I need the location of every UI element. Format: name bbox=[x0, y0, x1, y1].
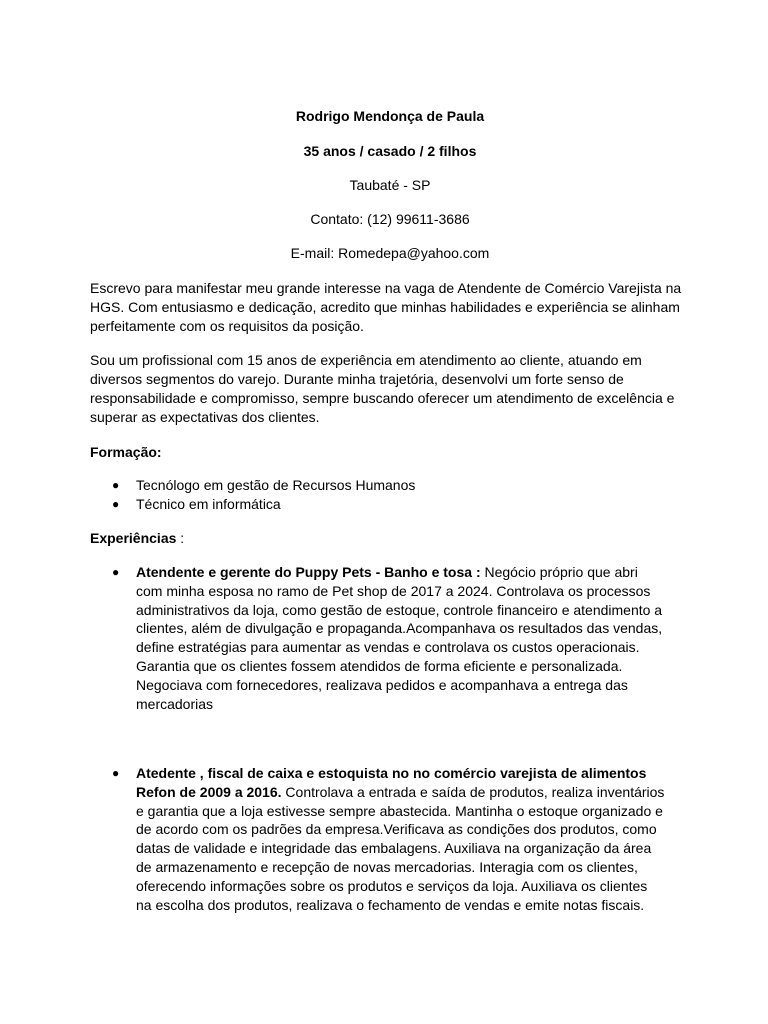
formacao-heading: Formação: bbox=[90, 444, 162, 460]
formacao-item-text: Técnico em informática bbox=[136, 496, 281, 512]
experiencias-heading-label: Experiências bbox=[90, 530, 177, 546]
bullet-icon: ● bbox=[112, 565, 120, 579]
list-item bbox=[90, 476, 415, 495]
profile-paragraph: Sou um profissional com 15 anos de experiência em atendimento ao cliente, atuando em diversos segmentos do varejo. Durante minha trajetória, desenvolvi um forte senso de responsabilidade e compromisso, sempre buscando oferecer um atendimento de excelência e superar as expectativas dos clientes. bbox=[90, 352, 675, 425]
candidate-email: E-mail: Romedepa@yahoo.com bbox=[290, 245, 490, 261]
experience-item bbox=[90, 764, 666, 914]
experiencias-heading bbox=[90, 530, 184, 546]
candidate-name: Rodrigo Mendonça de Paula bbox=[295, 108, 485, 124]
formacao-item-text: Tecnólogo em gestão de Recursos Humanos bbox=[136, 477, 416, 493]
bullet-icon: ● bbox=[112, 478, 120, 492]
intro-paragraph: Escrevo para manifestar meu grande interesse na vaga de Atendente de Comércio Varejista na HGS. Com entusiasmo e dedicação, acredito que minhas habilidades e experiência se alinham perfeitamente com os requisitos da posição. bbox=[90, 280, 682, 334]
experience-title: Atendente e gerente do Puppy Pets - Banho e tosa : bbox=[136, 564, 481, 580]
bullet-icon: ● bbox=[112, 766, 120, 780]
candidate-city: Taubaté - SP bbox=[349, 177, 431, 193]
candidate-info: 35 anos / casado / 2 filhos bbox=[303, 143, 477, 159]
formacao-list bbox=[90, 476, 415, 514]
experience-body: Controlava a entrada e saída de produtos, realiza inventários e garantia que a loja estivesse sempre abastecida. Mantinha o estoque organizado e de acordo com os padrões da empresa.Verificava as condições dos produtos, como datas de validade e integridade das embalagens. Auxiliava na organização da área de armazenamento e recepção de novas mercadorias. Interagia com os clientes, oferecendo informações sobre os produtos e serviços da loja. Auxiliava os clientes na escolha dos produtos, realizava o fechamento de vendas e emite notas fiscais. bbox=[136, 783, 665, 913]
candidate-contact: Contato: (12) 99611-3686 bbox=[310, 211, 470, 227]
experience-title: Atedente , fiscal de caixa e estoquista no no comércio varejista de alimentos Refon de 2009 a 2016. bbox=[136, 765, 647, 800]
experience-body: Negócio próprio que abri com minha esposa no ramo de Pet shop de 2017 a 2024. Controlava os processos administrativos da loja, como gestão de estoque, controle financeiro e atendimento a clientes, além de divulgação e propaganda.Acompanhava os resultados das vendas, define estratégias para aumentar as vendas e controlava os custos operacionais. Garantia que os clientes fossem atendidos de forma eficiente e personalizada. Negociava com fornecedores, realizava pedidos e acompanhava a entrega das mercadorias bbox=[136, 564, 663, 712]
experience-item bbox=[90, 563, 666, 713]
list-item bbox=[90, 495, 415, 514]
bullet-icon: ● bbox=[112, 497, 120, 511]
experiencias-heading-suffix: : bbox=[176, 530, 185, 546]
